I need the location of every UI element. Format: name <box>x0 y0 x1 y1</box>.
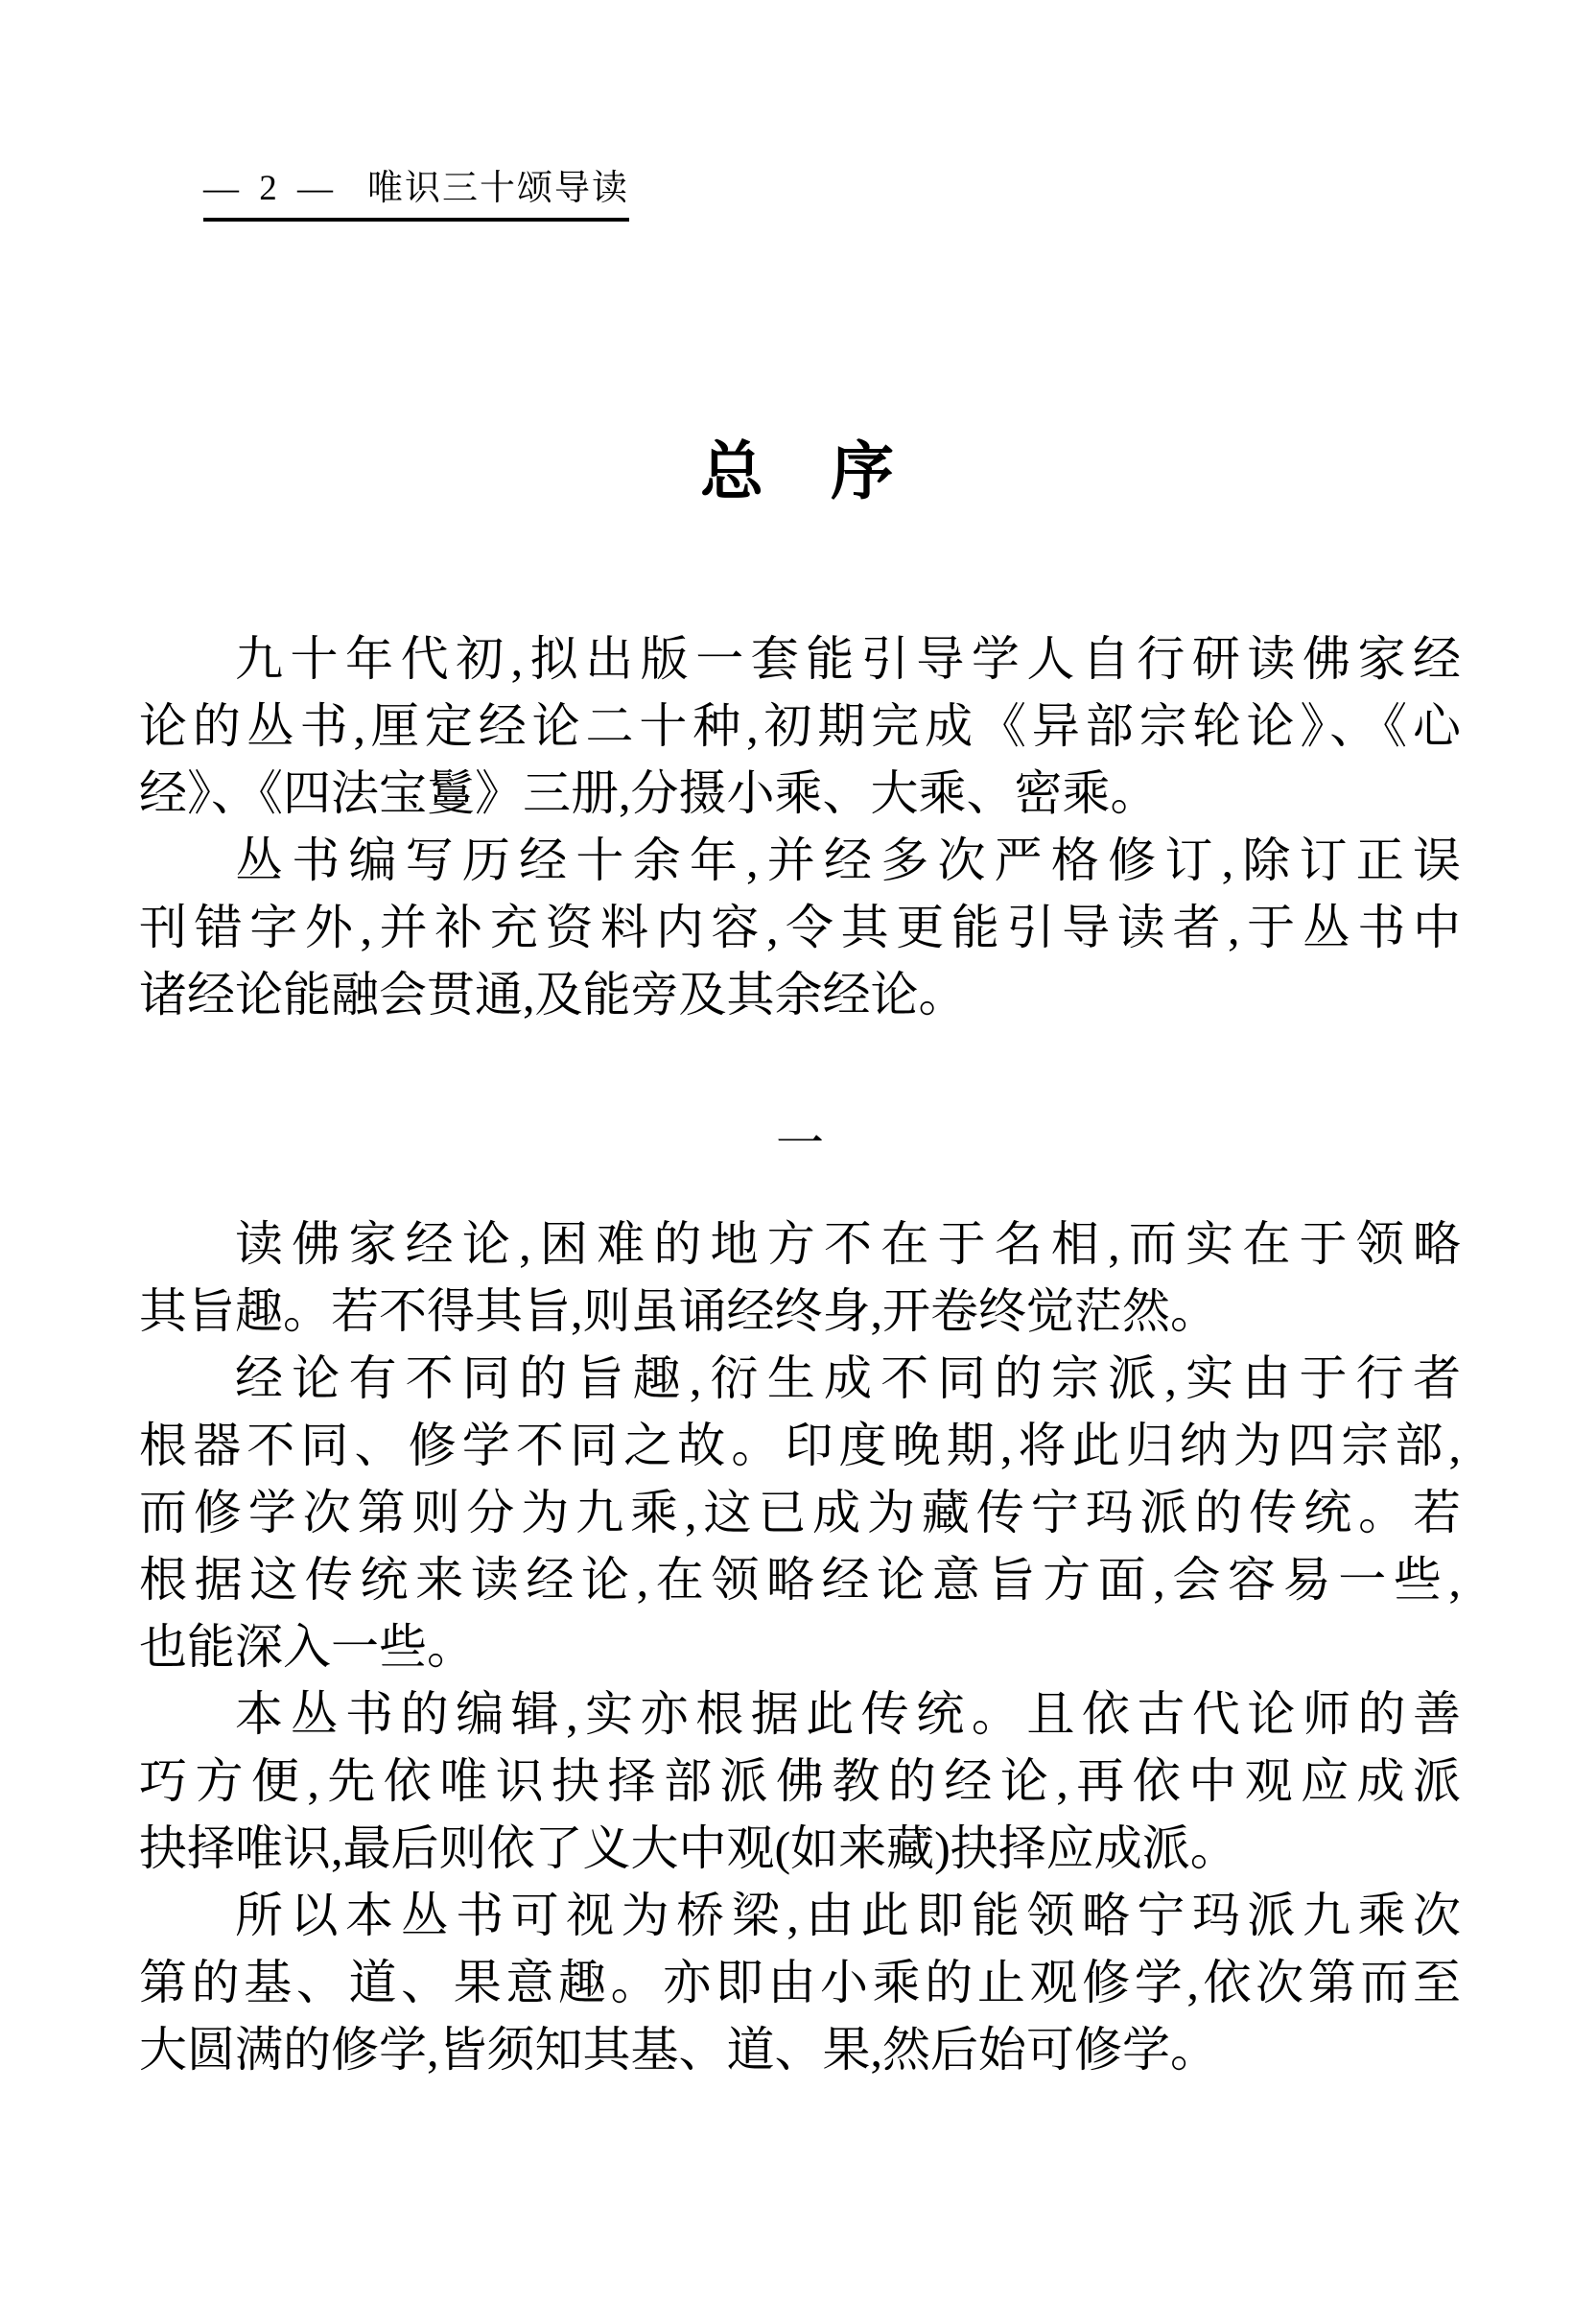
paragraph-4 <box>139 1345 1461 1680</box>
text-line: 本丛书的编辑,实亦根据此传统。且依古代论师的善 <box>235 1687 1461 1741</box>
text-line: 而修学次第则分为九乘,这已成为藏传宁玛派的传统。若 <box>139 1486 1461 1539</box>
text-line: 其旨趣。若不得其旨,则虽诵经终身,开卷终觉茫然。 <box>139 1284 1218 1338</box>
page-number: — 2 — <box>203 169 339 208</box>
body-text <box>139 625 1461 2083</box>
paragraph-6 <box>139 1882 1461 2083</box>
paragraph-1 <box>139 625 1461 827</box>
text-line: 九十年代初,拟出版一套能引导学人自行研读佛家经 <box>235 632 1461 686</box>
text-line: 根器不同、修学不同之故。印度晚期,将此归纳为四宗部, <box>139 1419 1461 1472</box>
text-line: 第的基、道、果意趣。亦即由小乘的止观修学,依次第而至 <box>139 1956 1461 2009</box>
text-line: 巧方便,先依唯识抉择部派佛教的经论,再依中观应成派 <box>139 1754 1461 1808</box>
text-line: 经》、《四法宝鬘》三册,分摄小乘、大乘、密乘。 <box>139 766 1159 820</box>
section-divider: 一 <box>776 1116 824 1170</box>
paragraph-2 <box>139 827 1461 1028</box>
text-line: 抉择唯识,最后则依了义大中观(如来藏)抉择应成派。 <box>139 1821 1238 1875</box>
text-line: 大圆满的修学,皆须知其基、道、果,然后始可修学。 <box>139 2023 1218 2077</box>
chapter-title: 总 序 <box>700 437 896 507</box>
text-line: 根据这传统来读经论,在领略经论意旨方面,会容易一些, <box>139 1553 1461 1607</box>
text-line: 论的丛书,厘定经论二十种,初期完成《异部宗轮论》、《心 <box>139 699 1461 753</box>
page-header <box>203 171 629 222</box>
text-line: 也能深入一些。 <box>139 1620 475 1674</box>
text-line: 刊错字外,并补充资料内容,令其更能引导读者,于丛书中 <box>139 901 1461 954</box>
text-line: 经论有不同的旨趣,衍生成不同的宗派,实由于行者 <box>235 1351 1461 1405</box>
text-line: 诸经论能融会贯通,及能旁及其余经论。 <box>139 968 967 1021</box>
text-line: 所以本丛书可视为桥梁,由此即能领略宁玛派九乘次 <box>235 1889 1461 1942</box>
paragraph-3 <box>139 1210 1461 1345</box>
paragraph-5 <box>139 1680 1461 1882</box>
text-line: 读佛家经论,困难的地方不在于名相,而实在于领略 <box>235 1217 1461 1271</box>
text-line: 丛书编写历经十余年,并经多次严格修订,除订正误 <box>235 834 1461 887</box>
running-book-title: 唯识三十颂导读 <box>367 169 629 208</box>
